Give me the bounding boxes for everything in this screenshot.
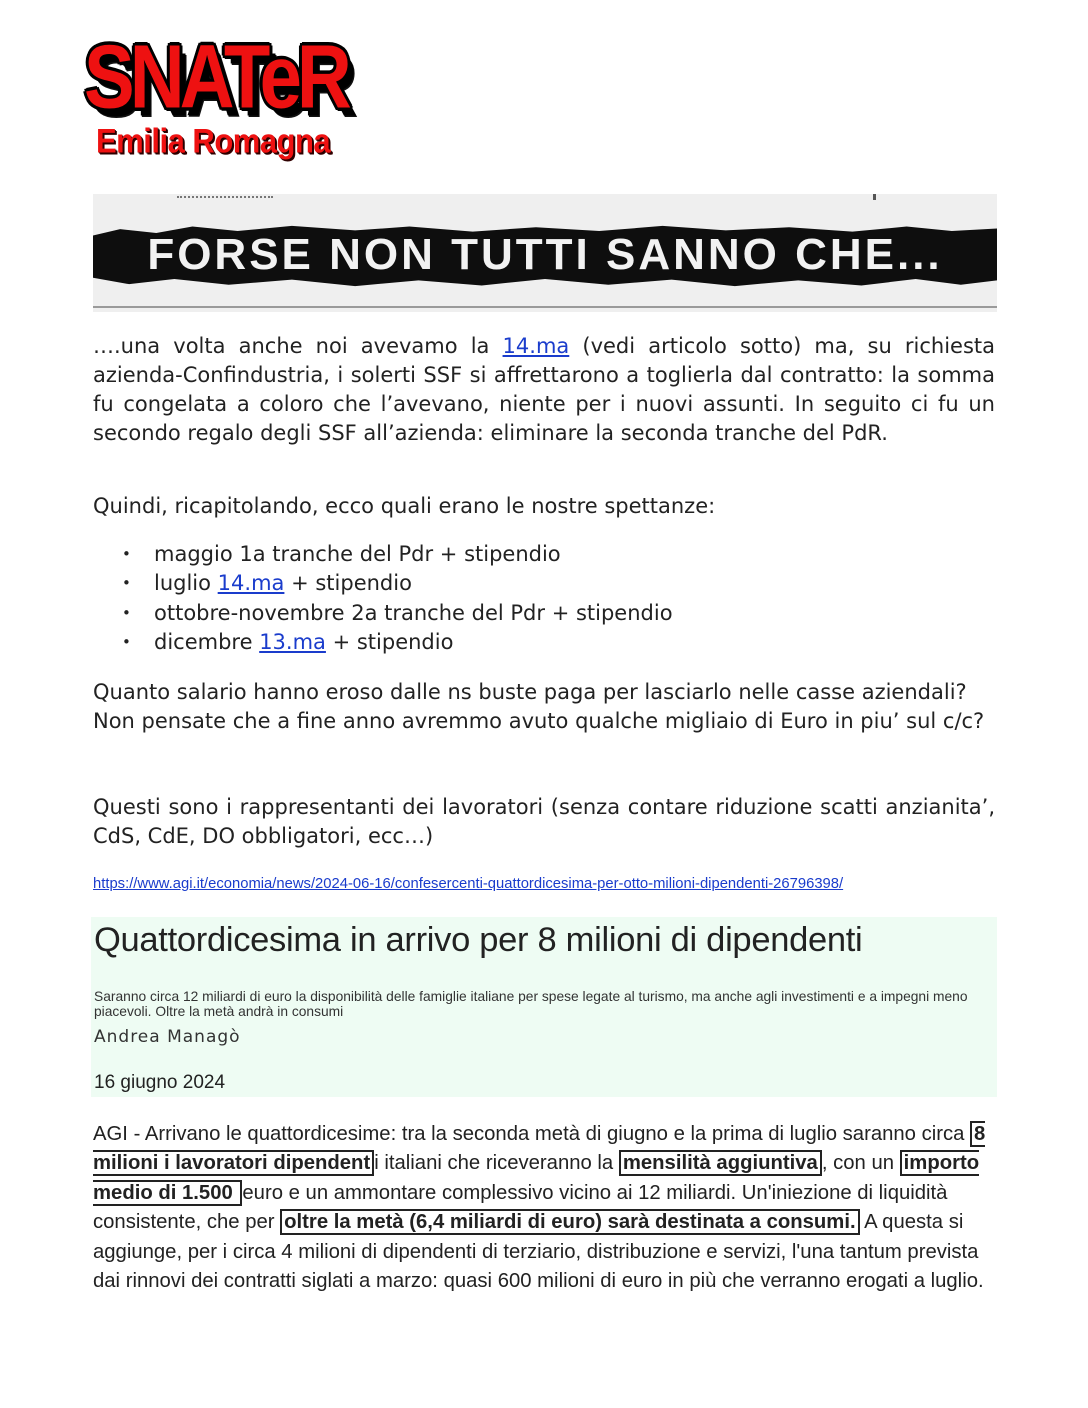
recap-paragraph: Quindi, ricapitolando, ecco quali erano le nostre spettanze: [93, 494, 716, 518]
list-item [120, 540, 673, 569]
intro-text-after: (vedi articolo sotto) ma, su richiesta azienda-Confindustria, i solerti SSF si affrettarono a toglierla dal contratto: la somma fu congelata a coloro che l’avevano, niente per i nuovi assunti. In seguito ci fu un secondo regalo degli SSF all’azienda: eliminare la seconda tranche del PdR. [93, 334, 995, 445]
intro-paragraph [93, 332, 995, 448]
body-text: i italiani che riceveranno la [374, 1152, 619, 1175]
article-body [93, 1120, 997, 1296]
highlight-box: oltre la metà (6,4 miliardi di euro) sarà destinata a consumi. [280, 1209, 859, 1235]
list-item [120, 628, 673, 657]
list-item [120, 569, 673, 598]
source-url-link[interactable]: https://www.agi.it/economia/news/2024-06-16/confesercenti-quattordicesima-per-otto-milioni-dipendenti-26796398/ [93, 876, 844, 892]
banner-bottom-line [93, 306, 997, 310]
entitlements-list [120, 540, 673, 657]
highlight-box: mensilità aggiuntiva [619, 1150, 822, 1176]
link-13ma-list[interactable]: 13.ma [259, 629, 326, 654]
body-text: AGI - Arrivano le quattordicesime: tra la seconda metà di giugno e la prima di luglio saranno circa [93, 1123, 971, 1145]
highlight-box: importo medio di 1.500 [93, 1152, 980, 1204]
article-subtitle: Saranno circa 12 miliardi di euro la disponibilità delle famiglie italiane per spese legate al turismo, ma anche agli investimenti e a impegni meno piacevoli. Oltre la metà andrà in consumi [94, 989, 968, 1019]
list-item [120, 599, 673, 628]
banner-decoration-mark [873, 194, 876, 200]
list-item-text: luglio [154, 571, 218, 596]
article-title: Quattordicesima in arrivo per 8 milioni di dipendenti [94, 921, 863, 959]
article-date: 16 giugno 2024 [94, 1072, 226, 1093]
body-text: euro e un ammontare complessivo vicino ai 12 miliardi. Un'iniezione di liquidità consistente, che per [93, 1181, 948, 1234]
list-item-text: maggio 1a tranche del Pdr + stipendio [154, 542, 561, 566]
snater-logo [78, 26, 347, 166]
intro-text-before: ….una volta anche noi avevamo la [93, 334, 503, 358]
link-14ma-list[interactable]: 14.ma [217, 571, 285, 596]
list-item-text: dicembre [154, 629, 260, 654]
banner-text: FORSE NON TUTTI SANNO CHE... [147, 230, 943, 279]
logo-subtitle: Emilia Romagna [96, 121, 331, 161]
body-text: A questa si aggiunge, per i circa 4 milioni di dipendenti di terziario, distribuzione e servizi, l'una tantum prevista dai rinnovi dei contratti siglati a marzo: quasi 600 milioni di euro in più che verranno erogati a luglio. [93, 1211, 984, 1293]
article-author: Andrea Managò [94, 1027, 241, 1047]
list-item-text: ottobre-novembre 2a tranche del Pdr + stipendio [154, 600, 673, 625]
representatives-paragraph: Questi sono i rappresentanti dei lavoratori (senza contare riduzione scatti anzianita’, CdS, CdE, DO obbligatori, ecc…) [93, 795, 995, 848]
logo-title: SNATeR [84, 27, 347, 128]
list-item-suffix: + stipendio [325, 629, 454, 654]
body-text: , con un [821, 1152, 900, 1175]
question-paragraph: Quanto salario hanno eroso dalle ns buste paga per lasciarlo nelle casse aziendali? Non pensate che a fine anno avremmo avuto qualche migliaio di Euro in piu’ sul c/c? [93, 680, 985, 733]
banner-decoration [177, 196, 273, 201]
article-header [91, 917, 997, 1097]
link-14ma[interactable]: 14.ma [502, 334, 570, 358]
list-item-suffix: + stipendio [284, 571, 412, 596]
headline-banner [93, 194, 997, 312]
highlight-box: 8 milioni i lavoratori dipendent [93, 1123, 986, 1175]
